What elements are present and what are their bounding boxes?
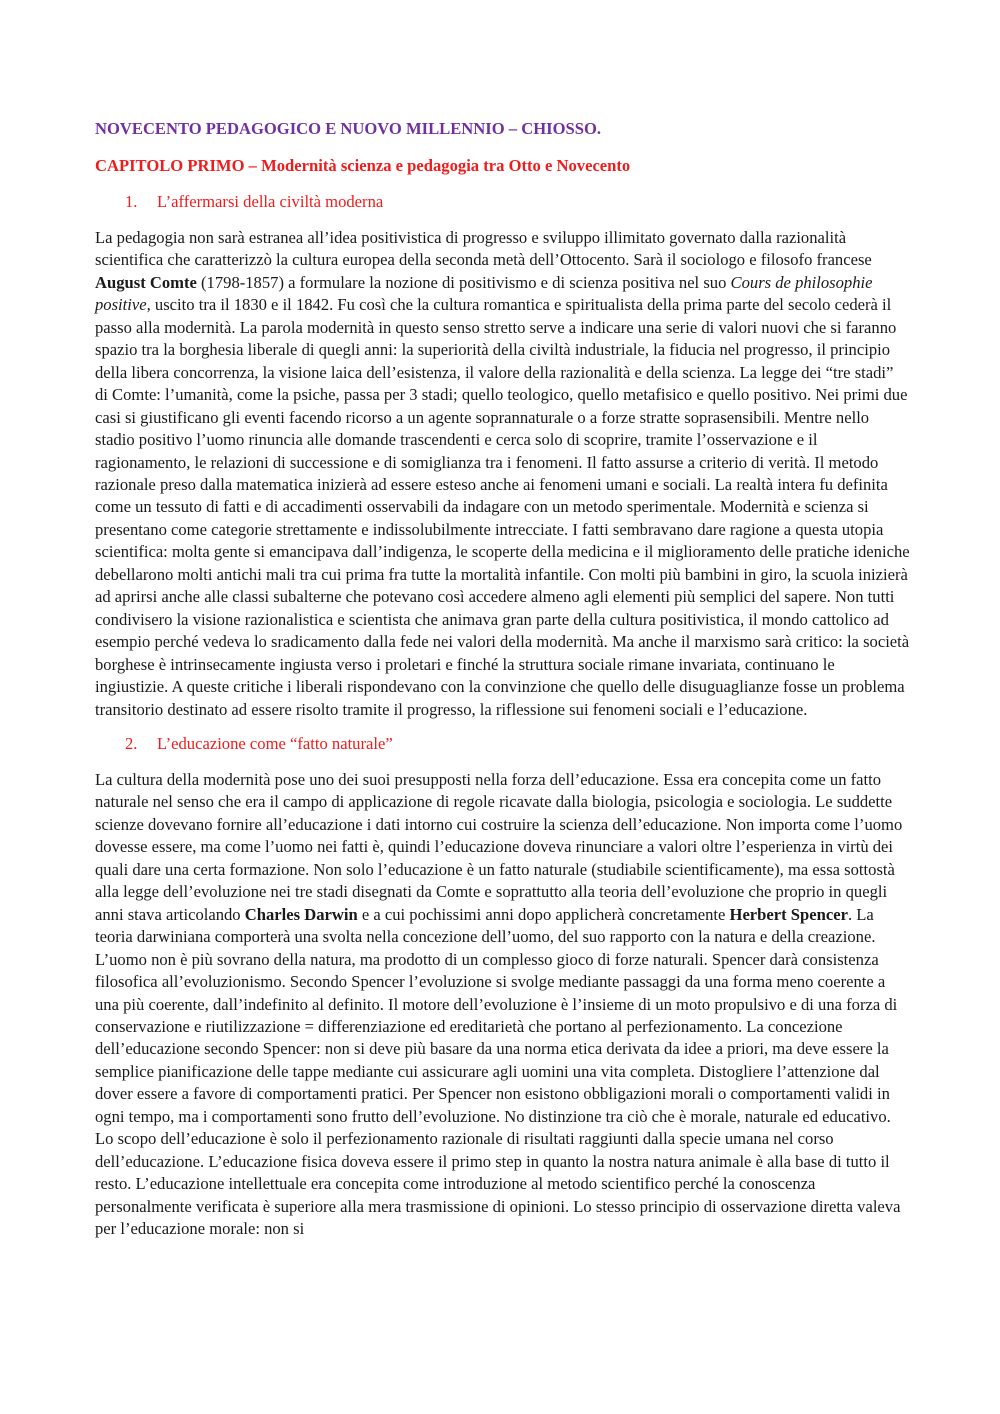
section-1-heading (95, 191, 910, 213)
paragraph-text: . La teoria darwiniana comporterà una svolta nella concezione dell’uomo, del suo rapporto con la natura e della creazione. L’uomo non è più sovrano della natura, ma prodotto di un complesso gioco di forze naturali. Spencer darà consistenza filosofica all’evoluzionismo. Secondo Spencer l’evoluzione si svolge mediante passaggi da una forma meno coerente a una più coerente, dall’indefinito al definito. Il motore dell’evoluzione è l’insieme di un moto propulsivo e di una forza di conservazione e riutilizzazione = differenziazione ed ereditarietà che portano al perfezionamento. La concezione dell’educazione secondo Spencer: non si deve più basare da una norma etica derivata da idee a priori, ma deve essere la semplice pianificazione delle tappe mediante cui assicurare agli uomini una vita completa. Distogliere l’attenzione dal dover essere a favore di comportamenti pratici. Per Spencer non esistono obbligazioni morali o comportamenti validi in ogni tempo, ma i comportamenti sono frutto dell’evoluzione. No distinzione tra ciò che è morale, naturale ed educativo. Lo scopo dell’educazione è solo il perfezionamento razionale di risultati raggiunti dalla specie umana nel corso dell’educazione. L’educazione fisica doveva essere il primo step in quanto la nostra natura animale è alla base di tutto il resto. L’educazione intellettuale era concepita come introduzione al metodo scientifico perché la conoscenza personalmente verificata è superiore alla mera trasmissione di opinioni. Lo stesso principio di osservazione diretta valeva per l’educazione morale: non si (95, 904, 901, 1239)
section-2-title: L’educazione come “fatto naturale” (157, 733, 393, 753)
paragraph-text: La pedagogia non sarà estranea all’idea positivistica di progresso e sviluppo illimitato governato dalla razionalità scientifica che caratterizzò la cultura europea della seconda metà dell’Ottocento. Sarà il sociologo e filosofo francese (95, 228, 872, 270)
document-title: NOVECENTO PEDAGOGICO E NUOVO MILLENNIO – CHIOSSO. (95, 119, 602, 138)
paragraph-text: (1798-1857) a formulare la nozione di positivismo e di scienza positiva nel suo (196, 272, 731, 292)
book-title: Cours de philosophie positive (95, 272, 873, 315)
person-name-spencer: Herbert Spencer (729, 904, 848, 924)
person-name-comte: August Comte (95, 272, 197, 292)
section-2-number: 2. (125, 733, 138, 753)
chapter-title: CAPITOLO PRIMO – Modernità scienza e pedagogia tra Otto e Novecento (95, 156, 631, 175)
person-name-darwin: Charles Darwin (244, 904, 358, 924)
paragraph-text: La cultura della modernità pose uno dei suoi presupposti nella forza dell’educazione. Essa era concepita come un fatto naturale nel senso che era il campo di applicazione di regole ricavate dalla biologia, psicologia e sociologia. Le suddette scienze dovevano fornire all’educazione i dati intorno cui costruire la scienza dell’educazione. Non importa come l’uomo dovesse essere, ma come l’uomo nei fatti è, quindi l’educazione doveva rinunciare a valori oltre l’esperienza in virtù dei quali dare una certa formazione. Non solo l’educazione è un fatto naturale (studiabile scientificamente), ma essa sottostà alla legge dell’evoluzione nei tre stadi disegnati da Comte e soprattutto alla teoria dell’evoluzione che proprio in quegli anni stava articolando (95, 769, 903, 924)
section-1-title: L’affermarsi della civiltà moderna (157, 192, 384, 211)
section-1-paragraph (95, 227, 910, 721)
section-2-paragraph (95, 769, 910, 1241)
document-page (95, 118, 910, 1252)
paragraph-text: e a cui pochissimi anni dopo applicherà concretamente (357, 904, 730, 924)
paragraph-text: , uscito tra il 1830 e il 1842. Fu così che la cultura romantica e spiritualista della prima parte del secolo cederà il passo alla modernità. La parola modernità in questo senso stretto serve a indicare una serie di valori nuovi che si faranno spazio tra la borghesia liberale di quegli anni: la superiorità della civiltà industriale, la fiducia nel progresso, il principio della libera concorrenza, la visione laica dell’esistenza, il valore della razionalità e della scienza. La legge dei “tre stadi” di Comte: l’umanità, come la psiche, passa per 3 stadi; quello teologico, quello metafisico e quello positivo. Nei primi due casi si giustificano gli eventi facendo ricorso a un agente soprannaturale o a forze stratte soprasensibili. Mentre nello stadio positivo l’uomo rinuncia alle domande trascendenti e cerca solo di scoprire, tramite l’osservazione e il ragionamento, le relazioni di successione e di somiglianza tra i fenomeni. Il fatto assurse a criterio di verità. Il metodo razionale preso dalla matematica inizierà ad essere esteso anche ai fenomeni umani e sociali. La realtà intera fu definita come un tessuto di fatti e di accadimenti osservabili da indagare con un metodo sperimentale. Modernità e scienza si presentano come categorie strettamente e indissolubilmente intrecciate. I fatti sembravano dare ragione a questa utopia scientifica: molta gente si emancipava dall’indigenza, le scoperte della medicina e il miglioramento delle pratiche ideniche debellarono molti antichi mali tra cui prima fra tutte la mortalità infantile. Con molti più bambini in giro, la scuola inizierà ad aprirsi anche alle classi subalterne che potevano così accedere almeno agli elementi più semplici del sapere. Non tutti condivisero la visione razionalistica e scientista che animava gran parte della cultura positivistica, il mondo cattolico ad esempio perché vedeva lo sradicamento dalla fede nei valori della modernità. Ma anche il marxismo sarà critico: la società borghese è intrinsecamente ingiusta verso i proletari e finché la struttura sociale rimane invariata, continuano le ingiustizie. A queste critiche i liberali rispondevano con la convinzione che quello delle disuguaglianze fosse un problema transitorio destinato ad essere risolto tramite il progresso, la riflessione sui fenomeni sociali e l’educazione. (95, 295, 910, 719)
section-2-heading (95, 733, 910, 755)
section-1-number: 1. (125, 192, 138, 211)
